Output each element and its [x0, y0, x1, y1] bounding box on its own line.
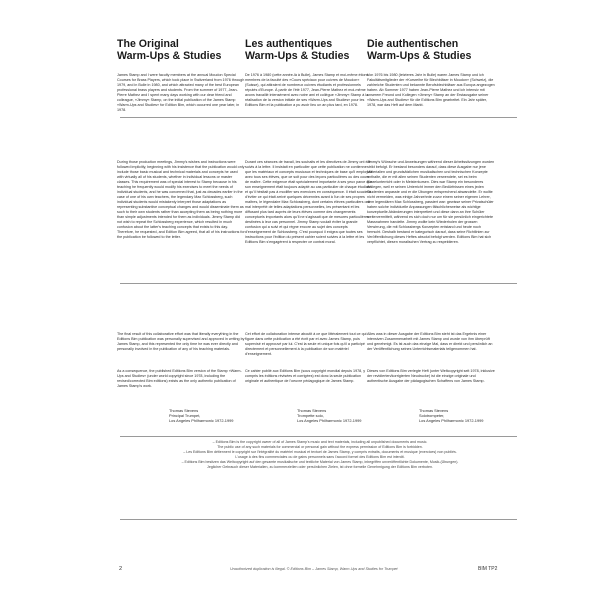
paragraph-production: Durant ces séances de travail, les souhaits et les directives de Jimmy ont été suivis à la lettre. Il insistait en particulier que cette publication ne contienne que les matériaux et concepts musicaux et techniques de base qu'il employait avec tous ses élèves, que ce soit pour des leçons particulières ou des cours de maître. Cette exigence était spécialement importante à ses yeux parce que son enseignement était toujours adapté au cas particulier de chaque étudiant et qu'il hésitait pas à modifier ses exercices en conséquence. Il était soucieux d'éviter ce qui était arrivé quelques décennies avant à l'un de ses propres maîtres, le légendaire Max Schlossberg, dont certains élèves particuliers ont mal interprété de telles adaptations personnelles, les présentant et les diffusant plus tard auprès de leurs élèves comme des changements conceptuels importants alors qu'il ne s'agissait que de mesures particulières destinées à leur cas personnel. Jimmy Stamp voulait éviter la grande confusion qui a suivi et qui règne encore au sujet des concepts d'enseignement de Schlossberg. C'est pourquoi il exigea que toutes ses instructions pour l'édition du présent cahier soient suivies à la lettre et les Editions Bim s'engagèrent à respecter ce contrat moral. — [245, 160, 373, 244]
paragraph-consequence: Ce cahier publié aux Editions Bim (sous copyright mondial depuis 1978, y compris les éditions révisées et corrigées) est donc la seule publication originale et authentique de l'oeuvre pédagogique de James Stamp. — [245, 369, 366, 383]
title-line-2: Warm-Ups & Studies — [367, 50, 472, 62]
divider-rule — [120, 117, 517, 118]
signature-orchestra: Los Angeles Philharmonic 1972-1999 — [419, 418, 484, 424]
paragraph-production: Jimmy's Wünsche und Anweisungen während dieser Arbeitssitzungen wurden strikt befolgt. Er bestand besonders darauf, dass diese Ausgabe nur jene Materialien und grundsätzlichen musikalischen und technischen Konzepte enthalte, die er mit allen seinen Studenten verwendete, sei es beim Einzelunterricht oder in Meisterkursen. Dies war Stamp ein besonderes Anliegen, weil er seinen Unterricht immer den Bedürfnissen eines jeden Studenten anpasste und er die Übungen entsprechend abwandelte. Er wollte nicht vermeiden, was einige Jahrzehnte zuvor einem seiner eigenen Lehrer, dem legendären Max Schlossberg, passiert war: gewisse seiner Privatschüler haben solche individuelle Anpassungen fälschlicherweise als wichtige konzeptuelle Abänderungen interpretiert und diese dann an ihre Schüler weitervermittelt, während es sich doch nur um für sie persönlich eingerichtete Massnahmen handelte. Jimmy wollte kein Wiederholen der grossen Verwirrung, die mit Schlossbergs Konzepten entstand und heute noch herrscht. Deshalb bestand er kategorisch darauf, dass seine Richtlinien zur Veröffentlichung dieses Heftes absolut befolgt werden. Editions Bim hat sich verpflichtet, diesen moralischen Vertrag zu respektieren. — [367, 160, 495, 244]
page-footer — [0, 566, 600, 576]
title-french — [245, 38, 380, 62]
footnote-line: – Editions Bim besitzen das Weltcopyright auf den gesamte musikalische und textliche Material von James Stamp, inbegriffen unveröffentlichte Dokumente, Musik-(Übungen). — [181, 460, 459, 465]
column-german — [367, 38, 502, 424]
divider-rule — [120, 436, 517, 437]
title-german — [367, 38, 502, 62]
footnote-line: – Editions Bim is the copyright owner of all of James Stamp's music and text materials, including all unpublished documents and music. — [212, 440, 428, 444]
signature-block — [419, 408, 499, 424]
page-number: 2 — [119, 566, 123, 572]
title-line-2: Warm-Ups & Studies — [117, 50, 222, 62]
column-english — [117, 38, 252, 424]
signature-role: Trompette solo, — [297, 413, 324, 419]
footnote-line: – Les Editions Bim détiennent le copyright sur l'intégralité du matériel musical et textuel de James Stamp, y compris extraits, documents et musique (exercices) non publiés. — [183, 450, 457, 455]
signature-name: Thomas Stevens — [297, 408, 327, 413]
title-line-1: The Original — [117, 38, 179, 50]
paragraph-result: The final result of this collaborative effort was that literally everything in the Editions Bim publication was personally supervised and approved in writing by James Stamp, and this represented the only time he was ever directly and personally involved in the publication of any of his teaching materials. — [117, 332, 245, 351]
signature-name: Thomas Stevens — [169, 408, 199, 413]
legal-notice: Unauthorized duplication is illegal. © Editions Bim – James Stamp, Warm-Ups and Studies for Trumpet — [230, 567, 398, 571]
paragraph-consequence: As a consequence, the published Editions Bim version of the Stamp »Warm-Ups and Studies« (under world copyright since 1978, including the revised/corrected Bim editions) exists as the only authentic publication of James Stamp's work. — [117, 369, 242, 388]
paragraph-result: Cet effort de collaboration intense aboutit à ce que littéralement tout ce qui figure dans cette publication a été écrit par et avec James Stamp, puis supervisé et approuvé par lui. C'est la seule et unique fois qu'il a participé directement et personnellement à la publication de son matériel d'enseignement. — [245, 332, 367, 356]
paragraph-intro: James Stamp and I were faculty members at the annual Moudon Special Courses for Brass Players, which took place in Switzerland from 1976 through 1979, and in Bulle in 1980, and which attracted many of the best European professional brass players and students. From the summer of 1977, Jean-Pierre Mathez and I spent many days working with our dear friend and colleague, »Jimmy« Stamp, on the initial publication of the James Stamp »Warm-Ups and Studies« for Edition Bim, which occurred one year later, in 1978. — [117, 73, 245, 112]
signature-orchestra: Los Angeles Philharmonic 1972-1999 — [297, 418, 362, 424]
catalog-code: BIM TP2 — [478, 566, 498, 572]
signature-role: Solotrompeter, — [419, 413, 445, 419]
signature-block — [297, 408, 377, 424]
footnote-line: L'usage à des fins commerciales ou de gains personnels sans l'accord formel des Editions Bim est interdit. — [235, 455, 405, 460]
footnote-line: Jeglicher Gebrauch dieser Materialien, zu kommerziellen oder persönlichen Zielen, ist ohne formelle Genehmigung der Editions Bim verboten. — [207, 465, 433, 470]
divider-rule — [120, 519, 517, 520]
column-french — [245, 38, 380, 424]
signature-block — [169, 408, 249, 424]
paragraph-intro: Von 1976 bis 1980 (letzteres Jahr in Bulle) waren James Stamp und ich Fakultätsmitglieder der »Kursreihe für Blechbläser in Moudon« (Schweiz), die zahlreiche Studenten und bekannte Berufsblechbläser aus Europa angezogen haben. Ab Sommer 1977 haben Jean-Pierre Mathez und ich intensiv mit unserem Freund und Kollegen »Jimmy« Stamp an der Erstausgabe seiner »Warm-Ups and Studies« für die Editions Bim gearbeitet. Ein Jahr später, 1978, war das Heft auf dem Markt. — [367, 73, 495, 107]
paragraph-result: Alles was in dieser Ausgabe der Editions Bim steht ist das Ergebnis einer intensiven Zusammenarbeit mit James Stamp und wurde von ihm überprüft und genehmigt. Es ist auch das einzige Mal, dass er direkt und persönlich an der Veröffentlichung seines Unterrichtsmaterials teilgenommen hat. — [367, 332, 493, 351]
paragraph-consequence: Dieses von Editions Bim verlegte Heft (unter Weltcopyright seit 1978, inklusive der revidierten/korrigierten Neudrucke) ist die einzige originale und authentische Ausgabe der pädagogischen Schaffens von James Stamp. — [367, 369, 495, 383]
title-line-1: Die authentischen — [367, 38, 459, 50]
paragraph-intro: De 1976 à 1980 (cette année-là à Bulle), James Stamp et moi-même étions membres de la faculté des »Cours spéciaux pour cuivres de Moudon« (Suisse), qui attiraient de nombreux cuivres étudiants et professionnels réputés d'Europe. À partir de l'été 1977, Jean-Pierre Mathez et moi-même avons travaillé intensément avec notre ami et collègue »Jimmy« Stamp à la réalisation de la version initiale de ses »Warm-Ups and Studies« pour les Editions Bim et la publication a pu avoir lieu un an plus tard, en 1978. — [245, 73, 369, 107]
title-line-2: Warm-Ups & Studies — [245, 50, 350, 62]
signature-orchestra: Los Angeles Philharmonic 1972-1999 — [169, 418, 234, 424]
title-line-1: Les authentiques — [245, 38, 333, 50]
footnote-line: The public use of any such materials for commercial or personal gain without the express permission of Editions Bim is forbidden. — [217, 445, 423, 450]
paragraph-production: During those production meetings, Jimmy's wishes and instructions were followed implicitly, beginning with his insistence that the publication would only include those basic musical and technical materials and concepts he used with virtually all of his students, whether in individual lessons or master classes. This requirement was of special interest to Stamp because in his teaching he frequently would modify his exercises to meet the needs of individual students, and he was concerned that, just as decades earlier in the case of one of his own teachers, the legendary Max Schlossberg, such individual students would mistakenly interpret those adaptations as representing substantive conceptual changes and would disseminate them as such to their own students rather than accepting them as being nothing more than simple adjustments intended for them as individuals. Jimmy Stamp did not wish to repeat the Schlossberg experience, which resulted in much confusion about the latter's teaching concepts that exists to this day. Therefore, he requested, and Edition Bim agreed, that all of his instructions for the publication be followed to the letter. — [117, 160, 245, 239]
copyright-footnote — [130, 440, 510, 471]
title-english — [117, 38, 252, 62]
divider-rule — [120, 283, 517, 284]
signature-name: Thomas Stevens — [419, 408, 449, 413]
signature-role: Principal Trumpet, — [169, 413, 201, 419]
